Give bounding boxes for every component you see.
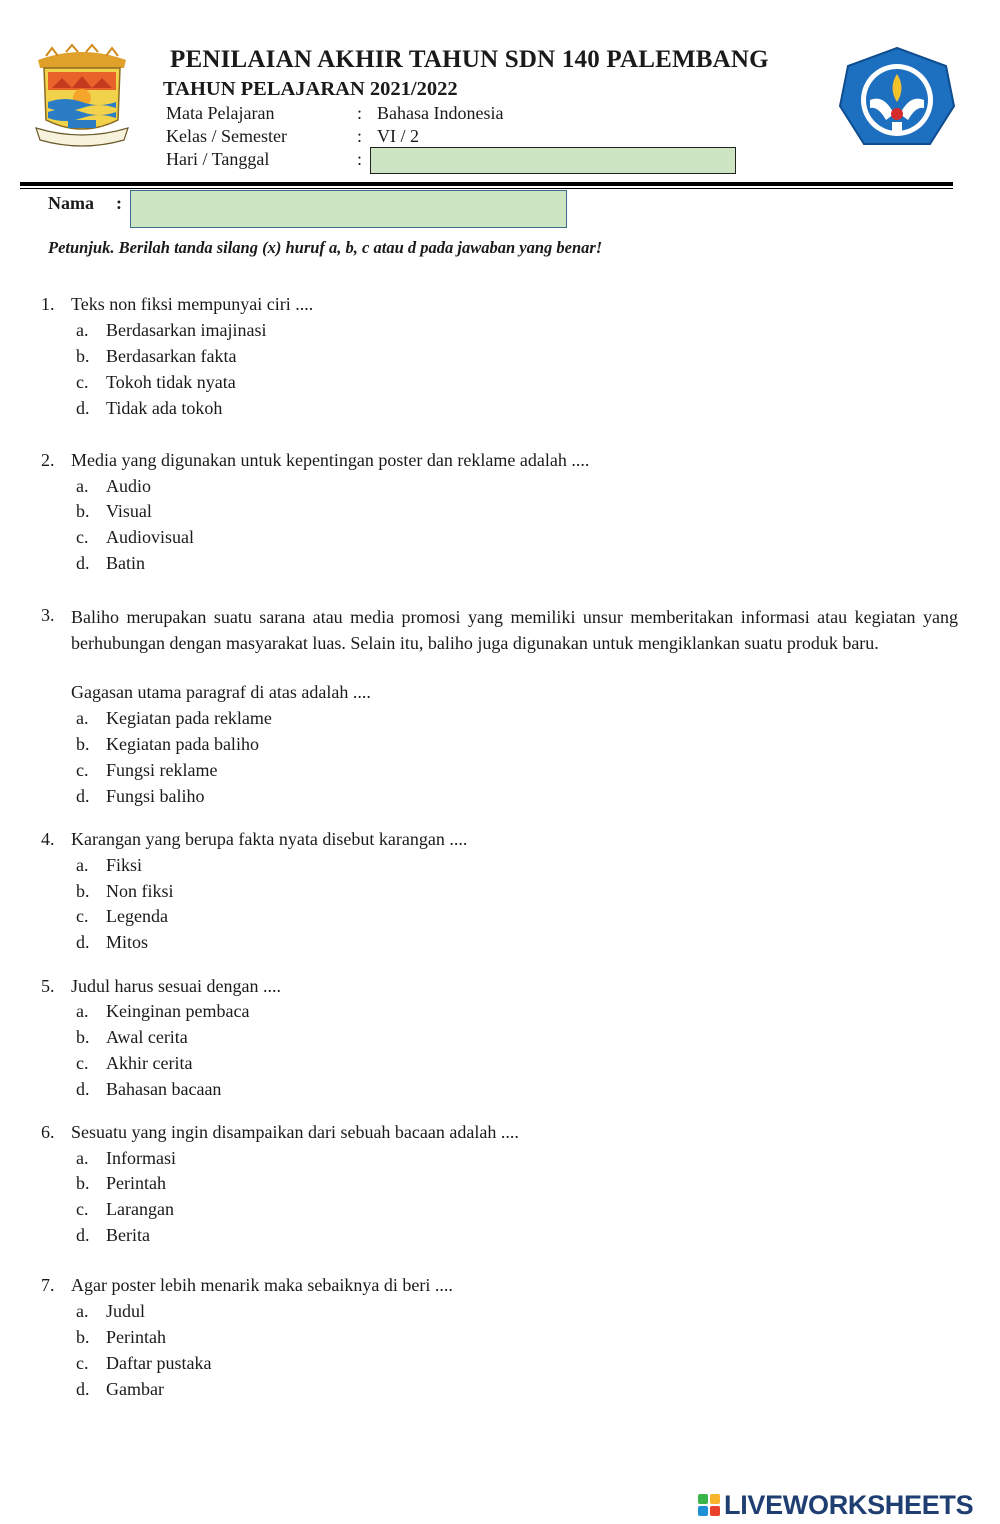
header-divider-thick [20,182,953,186]
option-text[interactable]: Bahasan bacaan [106,1079,222,1099]
option-letter[interactable]: a. [76,1148,89,1168]
option-text[interactable]: Non fiksi [106,881,174,901]
option-text[interactable]: Akhir cerita [106,1053,193,1073]
date-colon: : [357,149,363,169]
option-text[interactable]: Berita [106,1225,150,1245]
option-letter[interactable]: b. [76,734,90,754]
question-text: Sesuatu yang ingin disampaikan dari sebuah bacaan adalah .... [71,1122,519,1142]
option-text[interactable]: Mitos [106,932,149,952]
option-text[interactable]: Informasi [106,1148,176,1168]
option-letter[interactable]: d. [76,786,90,806]
subject-colon: : [357,103,363,123]
option-letter[interactable]: b. [76,501,90,521]
instruction-text: Petunjuk. Berilah tanda silang (x) huruf a, b, c atau d pada jawaban yang benar! [48,238,603,257]
option-text[interactable]: Fiksi [106,855,143,875]
question-passage: Baliho merupakan suatu sarana atau media promosi yang memiliki unsur memberitakan informasi atau kegiatan yang berhubungan dengan masyarakat luas. Selain itu, baliho juga digunakan untuk mengiklankan suatu produk baru. [71,607,958,653]
date-input[interactable] [370,147,736,174]
option-letter[interactable]: a. [76,1001,89,1021]
option-letter[interactable]: d. [76,932,90,952]
option-text[interactable]: Visual [106,501,152,521]
option-text[interactable]: Tokoh tidak nyata [106,372,236,392]
option-letter[interactable]: c. [76,1353,89,1373]
option-text[interactable]: Audiovisual [106,527,194,547]
question-number: 6. [41,1122,55,1142]
header-divider-thin [20,188,953,189]
option-text[interactable]: Legenda [106,906,168,926]
class-value: VI / 2 [377,126,419,146]
option-letter[interactable]: c. [76,372,89,392]
option-letter[interactable]: b. [76,881,90,901]
question-number: 2. [41,450,55,470]
question-text: Teks non fiksi mempunyai ciri .... [71,294,314,314]
option-letter[interactable]: c. [76,527,89,547]
option-letter[interactable]: a. [76,855,89,875]
date-label: Hari / Tanggal [166,149,270,169]
option-letter[interactable]: a. [76,476,89,496]
option-letter[interactable]: c. [76,906,89,926]
class-label: Kelas / Semester [166,126,287,146]
option-text[interactable]: Awal cerita [106,1027,188,1047]
name-label: Nama [48,193,94,213]
option-text[interactable]: Berdasarkan imajinasi [106,320,267,340]
option-letter[interactable]: a. [76,320,89,340]
option-text[interactable]: Gambar [106,1379,164,1399]
option-text[interactable]: Fungsi baliho [106,786,205,806]
option-text[interactable]: Kegiatan pada reklame [106,708,272,728]
option-text[interactable]: Larangan [106,1199,174,1219]
option-letter[interactable]: c. [76,760,89,780]
school-year: TAHUN PELAJARAN 2021/2022 [163,78,458,100]
option-letter[interactable]: d. [76,1379,90,1399]
palembang-emblem-logo [32,42,132,150]
name-colon: : [116,193,122,213]
question-number: 7. [41,1275,55,1295]
question-prompt: Gagasan utama paragraf di atas adalah .... [71,682,371,702]
option-text[interactable]: Perintah [106,1173,166,1193]
option-text[interactable]: Perintah [106,1327,166,1347]
option-letter[interactable]: d. [76,1079,90,1099]
tut-wuri-handayani-logo [836,44,958,156]
option-text[interactable]: Judul [106,1301,146,1321]
option-text[interactable]: Kegiatan pada baliho [106,734,259,754]
option-text[interactable]: Audio [106,476,151,496]
class-colon: : [357,126,363,146]
option-letter[interactable]: d. [76,553,90,573]
option-text[interactable]: Batin [106,553,145,573]
question-text: Judul harus sesuai dengan .... [71,976,281,996]
option-text[interactable]: Berdasarkan fakta [106,346,237,366]
option-letter[interactable]: d. [76,398,90,418]
brand-name: LIVEWORKSHEETS [724,1489,974,1520]
question-number: 3. [41,605,55,625]
question-text: Media yang digunakan untuk kepentingan poster dan reklame adalah .... [71,450,590,470]
option-text[interactable]: Daftar pustaka [106,1353,212,1373]
subject-value: Bahasa Indonesia [377,103,504,123]
option-letter[interactable]: b. [76,1327,90,1347]
question-number: 1. [41,294,55,314]
question-number: 5. [41,976,55,996]
liveworksheets-brand[interactable] [698,1490,973,1520]
question-text: Karangan yang berupa fakta nyata disebut karangan .... [71,829,468,849]
option-letter[interactable]: c. [76,1053,89,1073]
option-letter[interactable]: b. [76,1027,90,1047]
option-letter[interactable]: a. [76,708,89,728]
question-text: Agar poster lebih menarik maka sebaiknya di beri .... [71,1275,453,1295]
option-letter[interactable]: d. [76,1225,90,1245]
option-letter[interactable]: a. [76,1301,89,1321]
option-letter[interactable]: b. [76,1173,90,1193]
option-letter[interactable]: b. [76,346,90,366]
subject-label: Mata Pelajaran [166,103,275,123]
option-text[interactable]: Fungsi reklame [106,760,218,780]
option-text[interactable]: Keinginan pembaca [106,1001,250,1021]
option-text[interactable]: Tidak ada tokoh [106,398,223,418]
name-input[interactable] [130,190,567,228]
liveworksheets-logo-icon [698,1494,720,1516]
question-number: 4. [41,829,55,849]
page-title: PENILAIAN AKHIR TAHUN SDN 140 PALEMBANG [170,46,769,73]
option-letter[interactable]: c. [76,1199,89,1219]
